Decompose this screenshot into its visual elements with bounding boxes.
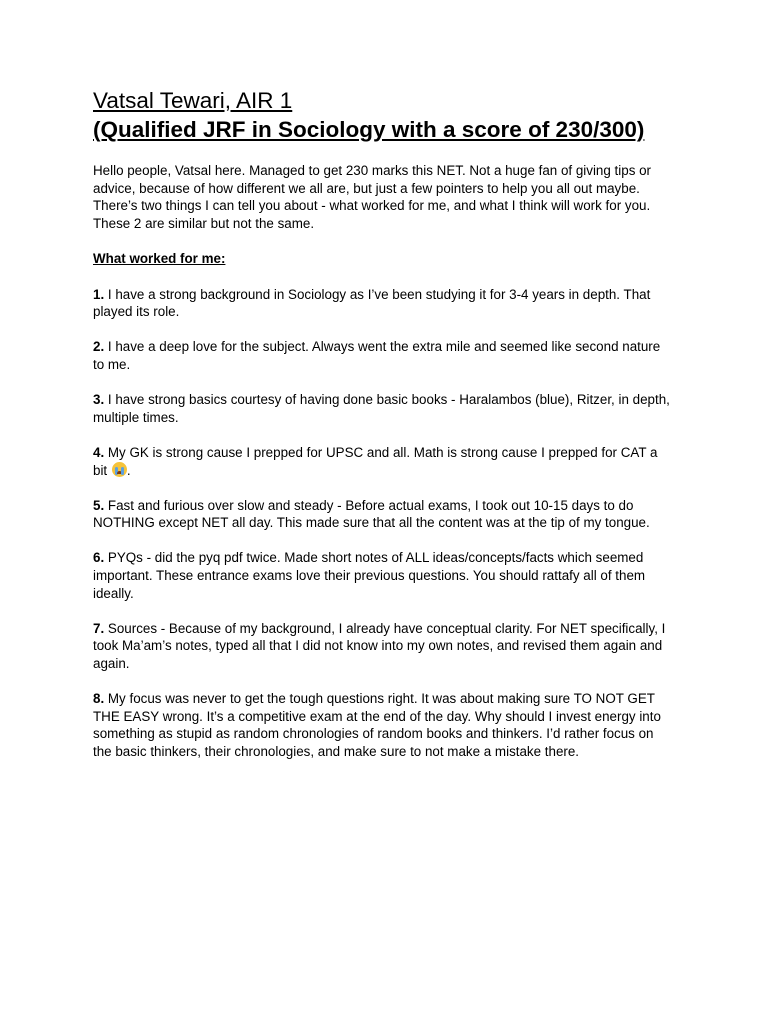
item-number: 3. bbox=[93, 392, 105, 408]
item-text: PYQs - did the pyq pdf twice. Made short notes of ALL ideas/concepts/facts which seemed important. These entrance exams love their previous questions. You should rattafy all of them ideally. bbox=[93, 550, 646, 601]
item-text: My focus was never to get the tough questions right. It was about making sure TO NOT GET THE EASY wrong. It’s a competitive exam at the end of the day. Why should I invest energy into something as stupid as random chronologies of random books and thinkers. I’d rather focus on the basic thinkers, their chronologies, and make sure to not make a mistake there. bbox=[93, 691, 661, 759]
list-item bbox=[93, 286, 675, 321]
intro-paragraph: Hello people, Vatsal here. Managed to get 230 marks this NET. Not a huge fan of giving tips or advice, because of how different we all are, but just a few pointers to help you all out maybe. There’s two things I can tell you about - what worked for me, and what I think will work for you. These 2 are similar but not the same. bbox=[93, 163, 652, 231]
item-number: 1. bbox=[93, 286, 105, 302]
list-item bbox=[93, 391, 675, 426]
item-text: Fast and furious over slow and steady - Before actual exams, I took out 10-15 days to do NOTHING except NET all day. This made sure that all the content was at the tip of my tongue. bbox=[93, 497, 650, 531]
item-text-end: . bbox=[126, 462, 131, 478]
document-title bbox=[93, 86, 675, 144]
item-number: 4. bbox=[93, 444, 105, 460]
item-text: I have a strong background in Sociology as I’ve been studying it for 3-4 years in depth. That played its role. bbox=[93, 286, 651, 320]
list-item bbox=[93, 549, 675, 602]
list-item bbox=[93, 497, 675, 532]
list-item bbox=[93, 690, 675, 760]
item-text: Sources - Because of my background, I already have conceptual clarity. For NET specifically, I took Ma’am’s notes, typed all that I did not know into my own notes, and revised them again and again. bbox=[93, 620, 666, 672]
title-name-line: Vatsal Tewari, AIR 1 bbox=[93, 88, 293, 113]
item-number: 2. bbox=[93, 339, 105, 355]
item-number: 8. bbox=[93, 691, 105, 707]
item-text: My GK is strong cause I prepped for UPSC and all. Math is strong cause I prepped for CAT a bit bbox=[93, 444, 658, 478]
section-heading: What worked for me: bbox=[93, 251, 226, 267]
item-number: 6. bbox=[93, 550, 105, 566]
crying-face-icon bbox=[112, 462, 127, 477]
list-item bbox=[93, 444, 675, 479]
item-number: 7. bbox=[93, 620, 105, 636]
list-item bbox=[93, 620, 675, 673]
title-qualification-line: (Qualified JRF in Sociology with a score of 230/300) bbox=[93, 117, 645, 142]
item-number: 5. bbox=[93, 497, 105, 513]
list-item bbox=[93, 338, 675, 373]
item-text: I have a deep love for the subject. Always went the extra mile and seemed like second nature to me. bbox=[93, 339, 661, 372]
document-page bbox=[93, 86, 675, 761]
item-text: I have strong basics courtesy of having done basic books - Haralambos (blue), Ritzer, in depth, multiple times. bbox=[93, 392, 670, 425]
